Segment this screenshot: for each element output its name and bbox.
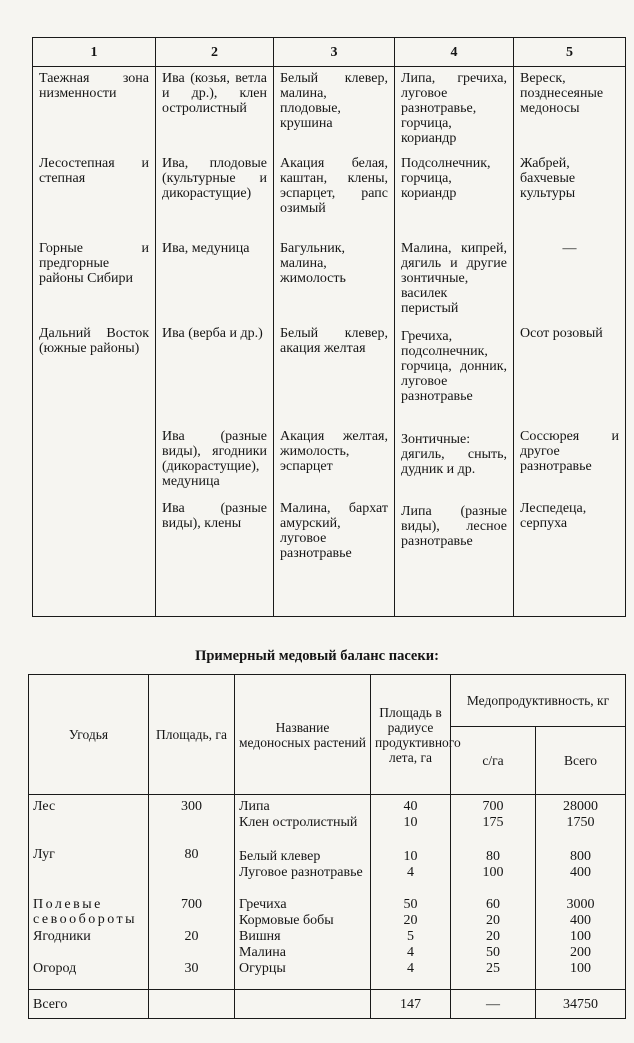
plant-name-cell: Луговое разнотравье [239,865,363,880]
header-per-ha: с/га [451,727,536,795]
total-cell: 800 [570,849,591,864]
per-ha-cell: 80 [486,849,500,864]
land-cell: Огород [33,961,77,976]
header-col-4: 4 [395,38,514,67]
plant-cell: Ива, медуница [162,241,250,256]
sum-total: 34750 [536,990,626,1019]
radius-area-column [371,795,451,990]
total-cell: 3000 [566,897,595,912]
plant-name-cell: Гречиха [239,897,287,912]
total-cell: 28000 [563,799,598,814]
summer-column [395,67,514,617]
header-radius-area: Площадь в радиусе продуктивного лета, га [371,675,451,795]
sum-radius: 147 [371,990,451,1019]
land-cell: Лес [33,799,56,814]
header-col-2: 2 [156,38,274,67]
plant-cell: Соссюрея и другое разнотравье [520,429,619,474]
area-cell: 300 [181,799,202,814]
radius-cell: 4 [407,961,414,976]
zone-name: Таежная зона низменности [39,71,149,101]
plant-name-cell: Липа [239,799,270,814]
plant-name-cell: Кормовые бобы [239,913,334,928]
plant-cell: Ива (разные виды), ягодники (дикорастущие), медуница [162,429,267,489]
plant-cell: Осот розовый [520,326,603,341]
early-summer-column [274,67,395,617]
area-column [149,795,235,990]
header-plant-name: Название медоносных растений [235,675,371,795]
plant-cell: Акация белая, каштан, клены, эспарцет, рапс озимый [280,156,388,216]
late-summer-column [514,67,626,617]
plant-cell: Гречиха, подсолнечник, горчица, донник, луговое разнотравье [401,329,507,404]
land-cell: Ягодники [33,929,91,944]
balance-body-row [29,795,626,990]
total-cell: 1750 [566,815,595,830]
total-cell: 100 [570,929,591,944]
per-ha-cell: 100 [482,865,504,880]
per-ha-cell: 25 [486,961,500,976]
plant-cell: Ива (разные виды), клены [162,501,267,531]
per-ha-cell: 50 [486,945,500,960]
sum-label: Всего [29,990,149,1019]
balance-header-row [29,675,626,727]
sum-per-ha: — [451,990,536,1019]
total-column [536,795,626,990]
honey-balance-table [28,674,626,1019]
per-ha-cell: 175 [482,815,504,830]
total-cell: 200 [570,945,591,960]
radius-cell: 20 [403,913,418,928]
header-total: Всего [536,727,626,795]
per-ha-cell: 700 [482,799,504,814]
per-ha-cell: 60 [486,897,500,912]
plant-cell: Липа (разные виды), лесное разнотравье [401,504,507,549]
zone-name: Лесостепная и степная [39,156,149,186]
header-col-1: 1 [33,38,156,67]
radius-cell: 40 [403,799,418,814]
total-cell: 400 [570,865,591,880]
radius-cell: 10 [403,849,418,864]
header-productivity: Медопродуктивность, кг [451,675,626,727]
zones-header-row [33,38,626,67]
plant-cell: Белый клевер, малина, плодовые, крушина [280,71,388,131]
plant-cell: Ива (верба и др.) [162,326,263,341]
plant-cell: Малина, бархат амурский, луговое разнотравье [280,501,388,561]
radius-cell: 10 [403,815,418,830]
plant-cell: — [562,241,577,256]
plant-cell: Багульник, малина, жимолость [280,241,346,286]
plant-cell: Подсолнечник, горчица, кориандр [401,156,491,201]
plant-cell: Леспедеца, серпуха [520,501,587,531]
land-cell: Луг [33,847,55,862]
plant-cell: Ива (козья, ветла и др.), клен остролистный [162,71,267,116]
plant-name-cell: Клен остролистный [239,815,358,830]
lands-column [29,795,149,990]
radius-cell: 4 [407,865,414,880]
radius-cell: 4 [407,945,414,960]
zone-name: Дальний Восток (южные районы) [39,326,149,356]
per-ha-cell: 20 [486,913,500,928]
header-col-3: 3 [274,38,395,67]
header-lands: Угодья [29,675,149,795]
radius-cell: 5 [407,929,414,944]
area-cell: 700 [181,897,202,912]
zones-table [32,37,626,617]
total-cell: 400 [570,913,591,928]
zone-column [33,67,156,617]
sum-area-empty [149,990,235,1019]
plant-name-column [235,795,371,990]
plant-cell: Акация желтая, жимолость, эспарцет [280,429,388,474]
per-ha-column [451,795,536,990]
plant-cell: Белый клевер, акация желтая [280,326,388,356]
plant-cell: Ива, плодовые (культурные и дикорастущие) [162,156,267,201]
plant-cell: Липа, гречиха, луговое разнотравье, горчица, кориандр [401,71,507,146]
spring-plants-column [156,67,274,617]
area-cell: 80 [184,847,199,862]
sum-name-empty [235,990,371,1019]
plant-cell: Жабрей, бахчевые культуры [520,156,576,201]
area-cell: 30 [184,961,199,976]
plant-cell: Малина, кипрей, дягиль и другие зонтичные, василек перистый [401,241,507,316]
plant-name-cell: Вишня [239,929,281,944]
plant-name-cell: Огурцы [239,961,286,976]
plant-name-cell: Белый клевер [239,849,321,864]
header-col-5: 5 [514,38,626,67]
header-area: Площадь, га [149,675,235,795]
sum-row [29,990,626,1019]
plant-cell: Вереск, позднесеяные медоносы [520,71,604,116]
zone-name: Горные и предгорные районы Сибири [39,241,149,286]
land-cell: Полевые севообороты [33,897,138,927]
zones-body-row [33,67,626,617]
plant-name-cell: Малина [239,945,286,960]
area-cell: 20 [184,929,199,944]
total-cell: 100 [570,961,591,976]
plant-cell: Зонтичные: дягиль, сныть, дудник и др. [401,432,507,477]
radius-cell: 50 [403,897,418,912]
per-ha-cell: 20 [486,929,500,944]
honey-balance-title: Примерный медовый баланс пасеки: [195,648,439,664]
